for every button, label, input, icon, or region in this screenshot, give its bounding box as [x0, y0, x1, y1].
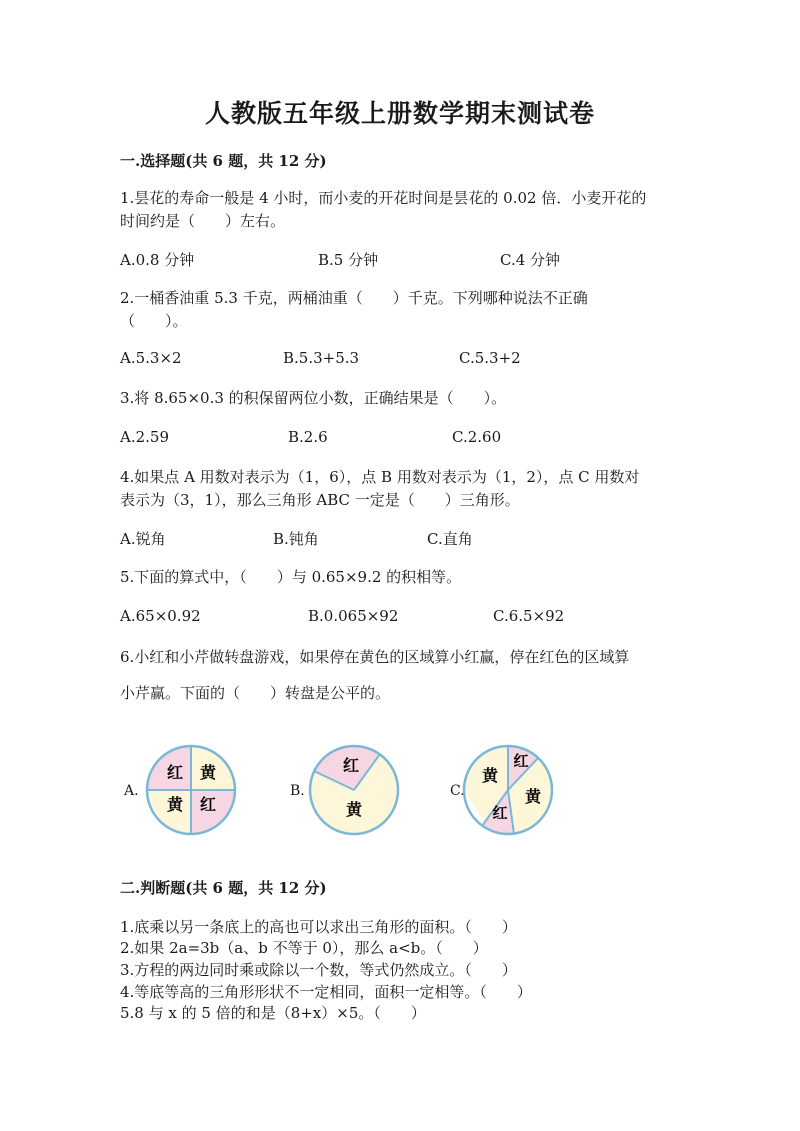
- question-2-option-c: C.5.3+2: [459, 349, 521, 367]
- question-5-option-b: B.0.065×92: [308, 607, 399, 625]
- section-heading-judgement: 二.判断题(共 6 题，共 12 分): [120, 879, 327, 897]
- spinner-b-label: B.: [290, 783, 305, 799]
- question-1-line-1: 1.昙花的寿命一般是 4 小时，而小麦的开花时间是昙花的 0.02 倍．小麦开花的: [120, 189, 647, 207]
- question-6-line-1: 6.小红和小芹做转盘游戏，如果停在黄色的区域算小红赢，停在红色的区域算: [120, 648, 630, 666]
- question-4-line-2: 表示为（3，1），那么三角形 ABC 一定是（ ）三角形。: [120, 491, 520, 509]
- spinner-a-yellow-2: 黄: [166, 795, 184, 814]
- question-5-option-c: C.6.5×92: [493, 607, 565, 625]
- spinner-a-red-1: 红: [166, 763, 184, 782]
- page-title: 人教版五年级上册数学期末测试卷: [204, 99, 595, 128]
- question-6-line-2: 小芹赢。下面的（ ）转盘是公平的。: [120, 684, 391, 702]
- judgement-item-3: 3.方程的两边同时乘或除以一个数，等式仍然成立。（ ）: [120, 961, 517, 979]
- question-1-line-2: 时间约是（ ）左右。: [120, 212, 286, 230]
- question-1-option-b: B.5 分钟: [318, 251, 379, 269]
- spinner-c-red-2: 红: [492, 804, 508, 822]
- question-3-option-a: A.2.59: [120, 428, 169, 446]
- judgement-item-5: 5.8 与 x 的 5 倍的和是（8+x）×5。（ ）: [120, 1004, 426, 1022]
- spinner-b-red: 红: [342, 756, 360, 775]
- judgement-item-1: 1.底乘以另一条底上的高也可以求出三角形的面积。（ ）: [120, 918, 517, 936]
- spinner-b-yellow: 黄: [345, 800, 363, 819]
- question-5-line-1: 5.下面的算式中，（ ）与 0.65×9.2 的积相等。: [120, 568, 462, 586]
- question-4-line-1: 4.如果点 A 用数对表示为（1，6），点 B 用数对表示为（1，2），点 C 用数对: [120, 468, 640, 486]
- question-3-option-b: B.2.6: [288, 428, 328, 446]
- spinner-a: [147, 746, 235, 834]
- spinner-c: [464, 746, 552, 834]
- question-4-option-a: A.锐角: [120, 530, 166, 548]
- spinner-a-red-2: 红: [199, 795, 217, 814]
- spinner-c-yellow-2: 黄: [524, 787, 542, 806]
- question-1-option-c: C.4 分钟: [500, 251, 561, 269]
- question-4-option-b: B.钝角: [273, 530, 319, 548]
- question-2-line-1: 2.一桶香油重 5.3 千克，两桶油重（ ）千克。下列哪种说法不正确: [120, 289, 588, 307]
- question-5-option-a: A.65×0.92: [120, 607, 201, 625]
- question-2-option-b: B.5.3+5.3: [283, 349, 360, 367]
- question-2-line-2: （ ）。: [120, 312, 188, 330]
- spinner-c-red-1: 红: [513, 752, 529, 770]
- spinner-b: [310, 745, 398, 834]
- spinner-a-yellow-1: 黄: [199, 763, 217, 782]
- judgement-item-2: 2.如果 2a=3b（a、b 不等于 0），那么 a<b。（ ）: [120, 939, 488, 957]
- spinner-c-yellow-1: 黄: [481, 766, 499, 785]
- spinner-c-label: C.: [450, 783, 465, 799]
- spinner-a-label: A.: [124, 783, 139, 799]
- question-1-option-a: A.0.8 分钟: [120, 251, 195, 269]
- question-4-option-c: C.直角: [427, 530, 473, 548]
- judgement-item-4: 4.等底等高的三角形形状不一定相同，面积一定相等。（ ）: [120, 983, 532, 1001]
- question-2-option-a: A.5.3×2: [120, 349, 182, 367]
- question-3-option-c: C.2.60: [452, 428, 502, 446]
- question-3-line-1: 3.将 8.65×0.3 的积保留两位小数，正确结果是（ ）。: [120, 389, 507, 407]
- section-heading-choice: 一.选择题(共 6 题，共 12 分): [120, 152, 327, 170]
